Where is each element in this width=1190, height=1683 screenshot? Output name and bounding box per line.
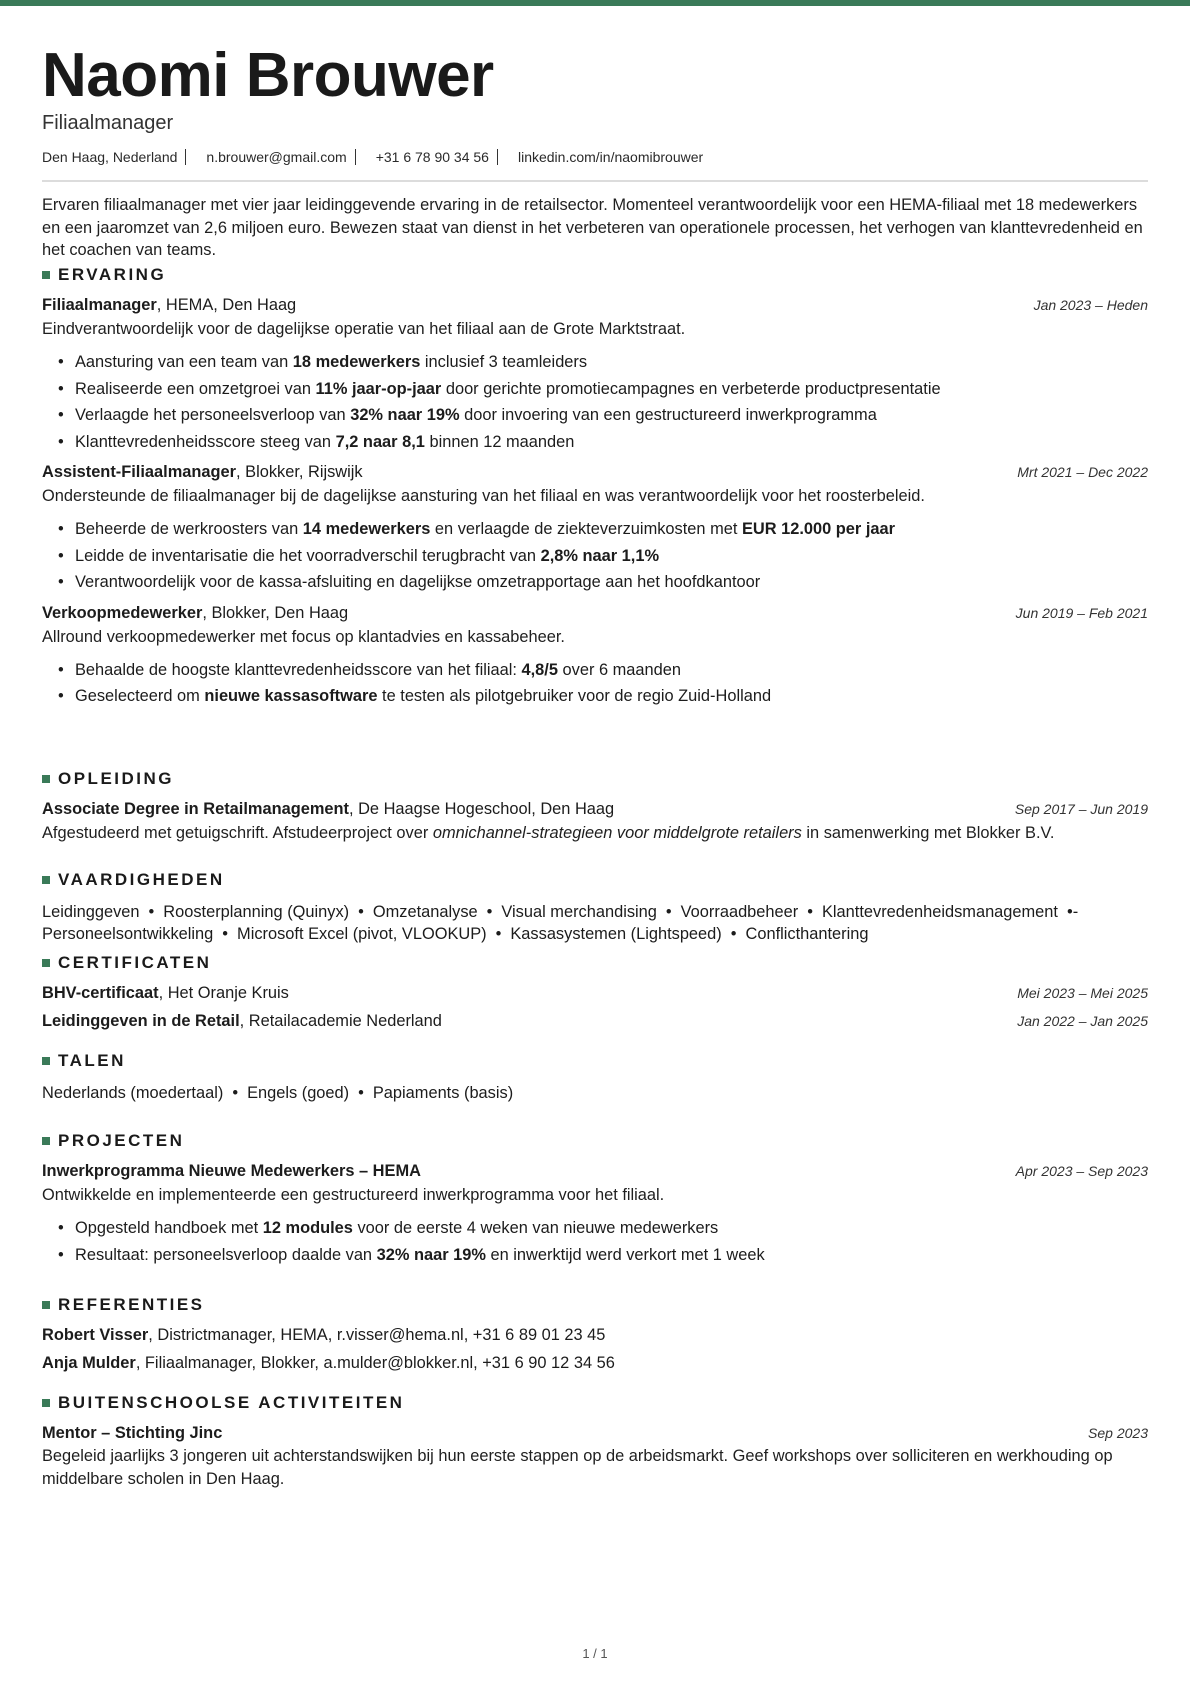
job-org: , HEMA, Den Haag bbox=[156, 296, 297, 314]
section-title: ERVARING bbox=[58, 265, 167, 284]
skill-item: Klanttevredenheidsmanagement bbox=[821, 903, 1058, 921]
job-achievements bbox=[42, 657, 1148, 710]
bullet-item: • Beheerde de werkroosters van 14 medewerkers en verlaagde de ziekteverzuimkosten met EUR 12.000 per jaar bbox=[42, 516, 1148, 543]
candidate-name: Naomi Brouwer bbox=[42, 41, 494, 110]
certificate-entry: BHV-certificaat, Het Oranje Kruis Mei 2023 – Mei 2025 bbox=[42, 984, 1148, 1002]
job-org: , Blokker, Rijswijk bbox=[236, 463, 363, 481]
section-marker-icon bbox=[42, 876, 50, 884]
section-projects bbox=[42, 1130, 1148, 1268]
certificate-entry: Leidinggeven in de Retail, Retailacademie Nederland Jan 2022 – Jan 2025 bbox=[42, 1012, 1148, 1030]
activity-date: Sep 2023 bbox=[1088, 1425, 1148, 1441]
skills-list: Leidinggeven • Roosterplanning (Quinyx) • Omzetanalyse • Visual merchandising • Voorraadbeheer • Klanttevredenheidsmanagement •- Personeelsontwikkeling • Microsoft Excel (pivot, VLOOKUP) • Kassasystemen (Lightspeed) • Conflicthantering bbox=[42, 903, 1079, 943]
section-marker-icon bbox=[42, 1399, 50, 1407]
degree-title: Associate Degree in Retailmanagement bbox=[42, 800, 349, 818]
section-education bbox=[42, 768, 1148, 845]
reference-entry: Robert Visser, Districtmanager, HEMA, r.visser@hema.nl, +31 6 89 01 23 45 bbox=[42, 1326, 606, 1344]
contact-location: Den Haag, Nederland bbox=[42, 149, 178, 165]
language-item: Engels (goed) bbox=[247, 1084, 350, 1102]
section-marker-icon bbox=[42, 1137, 50, 1145]
section-title: PROJECTEN bbox=[58, 1131, 185, 1150]
section-marker-icon bbox=[42, 1057, 50, 1065]
job-entry bbox=[42, 293, 1148, 455]
project-date: Apr 2023 – Sep 2023 bbox=[1015, 1163, 1148, 1179]
activity-name: Mentor – Stichting Jinc bbox=[42, 1424, 223, 1442]
job-date: Mrt 2021 – Dec 2022 bbox=[1017, 464, 1148, 480]
divider bbox=[185, 149, 186, 165]
section-references bbox=[42, 1294, 1148, 1375]
job-title: Verkoopmedewerker bbox=[42, 603, 203, 622]
profile-summary: Ervaren filiaalmanager met vier jaar leidinggevende ervaring in de retailsector. Momenteel verantwoordelijk voor een HEMA-filiaal met 18 medewerkers en een jaaromzet van 2,6 miljoen euro. Bewezen staat van dienst in het verbeteren van operationele processen, het verhogen van klanttevredenheid en het coachen van teams. bbox=[42, 196, 1143, 259]
bullet-item: • Leidde de inventarisatie die het voorradverschil terugbracht van 2,8% naar 1,1% bbox=[42, 543, 1148, 570]
job-org: , Blokker, Den Haag bbox=[202, 603, 349, 622]
page-number: 1 / 1 bbox=[582, 1646, 608, 1661]
skill-item: Roosterplanning (Quinyx) bbox=[163, 903, 350, 921]
job-entry bbox=[42, 601, 1148, 710]
section-title: BUITENSCHOOLSE ACTIVITEITEN bbox=[58, 1393, 405, 1412]
language-item: Papiaments (basis) bbox=[372, 1084, 514, 1102]
bullet-item: • Opgesteld handboek met 12 modules voor de eerste 4 weken van nieuwe medewerkers bbox=[42, 1215, 1148, 1242]
section-skills bbox=[42, 869, 1148, 945]
section-activities bbox=[42, 1392, 1148, 1490]
skill-item: Personeelsontwikkeling bbox=[42, 925, 214, 943]
reference-entry: Anja Mulder, Filiaalmanager, Blokker, a.mulder@blokker.nl, +31 6 90 12 34 56 bbox=[42, 1354, 615, 1372]
section-title: OPLEIDING bbox=[58, 769, 175, 788]
section-title: VAARDIGHEDEN bbox=[58, 870, 225, 889]
job-title: Assistent-Filiaalmanager bbox=[42, 463, 237, 481]
project-name: Inwerkprogramma Nieuwe Medewerkers – HEMA bbox=[42, 1162, 421, 1180]
bullet-item: • Aansturing van een team van 18 medewerkers inclusief 3 teamleiders bbox=[42, 349, 1148, 376]
section-marker-icon bbox=[42, 775, 50, 783]
skill-item: Omzetanalyse bbox=[372, 903, 478, 921]
skill-item: Visual merchandising bbox=[501, 903, 657, 921]
contact-email[interactable]: n.brouwer@gmail.com bbox=[206, 149, 347, 165]
section-marker-icon bbox=[42, 959, 50, 967]
job-achievements bbox=[42, 349, 1148, 455]
job-description: Allround verkoopmedewerker met focus op klantadvies en kassabeheer. bbox=[42, 627, 565, 646]
degree-description: Afgestudeerd met getuigschrift. Afstudeerproject over omnichannel-strategieen voor middelgrote retailers in samenwerking met Blokker B.V. bbox=[42, 824, 1055, 842]
contact-linkedin[interactable]: linkedin.com/in/naomibrouwer bbox=[517, 149, 704, 165]
section-title: CERTIFICATEN bbox=[58, 953, 212, 972]
section-experience bbox=[42, 264, 1148, 710]
bullet-item: • Geselecteerd om nieuwe kassasoftware te testen als pilotgebruiker voor de regio Zuid-Holland bbox=[42, 683, 1148, 710]
job-description: Ondersteunde de filiaalmanager bij de dagelijkse aansturing van het filiaal en was verantwoordelijk voor het roosterbeleid. bbox=[42, 487, 925, 505]
top-accent-bar bbox=[0, 0, 1190, 6]
section-marker-icon bbox=[42, 271, 50, 279]
divider bbox=[497, 149, 498, 165]
skill-item: Microsoft Excel (pivot, VLOOKUP) bbox=[237, 925, 487, 943]
section-title: REFERENTIES bbox=[58, 1295, 205, 1314]
degree-org: , De Haagse Hogeschool, Den Haag bbox=[348, 800, 615, 818]
header-divider bbox=[42, 180, 1148, 182]
job-title: Filiaalmanager bbox=[42, 296, 157, 314]
skill-item: Conflicthantering bbox=[745, 925, 869, 943]
bullet-item: • Verlaagde het personeelsverloop van 32% naar 19% door invoering van een gestructureerd inwerkprogramma bbox=[42, 402, 1148, 429]
job-entry bbox=[42, 460, 1148, 596]
skill-item: Leidinggeven bbox=[42, 903, 140, 921]
skill-item: Kassasystemen (Lightspeed) bbox=[510, 925, 722, 943]
language-item: Nederlands (moedertaal) bbox=[42, 1084, 224, 1102]
bullet-item: • Klanttevredenheidsscore steeg van 7,2 naar 8,1 binnen 12 maanden bbox=[42, 429, 1148, 456]
contact-phone[interactable]: +31 6 78 90 34 56 bbox=[375, 149, 489, 165]
section-certificates bbox=[42, 952, 1148, 1033]
degree-date: Sep 2017 – Jun 2019 bbox=[1014, 801, 1148, 817]
bullet-item: • Verantwoordelijk voor de kassa-afsluiting en dagelijkse omzetrapportage aan het hoofdkantoor bbox=[42, 569, 1148, 596]
section-title: TALEN bbox=[58, 1051, 126, 1070]
skill-item: Voorraadbeheer bbox=[680, 903, 799, 921]
project-achievements bbox=[42, 1215, 1148, 1268]
section-marker-icon bbox=[42, 1301, 50, 1309]
job-date: Jan 2023 – Heden bbox=[1033, 297, 1148, 313]
job-date: Jun 2019 – Feb 2021 bbox=[1015, 604, 1148, 621]
candidate-role: Filiaalmanager bbox=[42, 112, 174, 134]
job-achievements bbox=[42, 516, 1148, 596]
contact-line bbox=[42, 148, 703, 166]
section-languages bbox=[42, 1050, 1148, 1104]
bullet-item: • Resultaat: personeelsverloop daalde van 32% naar 19% en inwerktijd werd verkort met 1 week bbox=[42, 1242, 1148, 1269]
bullet-item: • Realiseerde een omzetgroei van 11% jaar-op-jaar door gerichte promotiecampagnes en verbeterde productpresentatie bbox=[42, 376, 1148, 403]
activity-description: Begeleid jaarlijks 3 jongeren uit achterstandswijken bij hun eerste stappen op de arbeidsmarkt. Geef workshops over solliciteren en werkhouding op middelbare scholen in Den Haag. bbox=[42, 1447, 1113, 1488]
job-description: Eindverantwoordelijk voor de dagelijkse operatie van het filiaal aan de Grote Marktstraat. bbox=[42, 320, 686, 338]
project-description: Ontwikkelde en implementeerde een gestructureerd inwerkprogramma voor het filiaal. bbox=[42, 1186, 665, 1204]
bullet-item: • Behaalde de hoogste klanttevredenheidsscore van het filiaal: 4,8/5 over 6 maanden bbox=[42, 657, 1148, 684]
languages-list: Nederlands (moedertaal) • Engels (goed) • Papiaments (basis) bbox=[42, 1084, 514, 1102]
divider bbox=[355, 149, 356, 165]
